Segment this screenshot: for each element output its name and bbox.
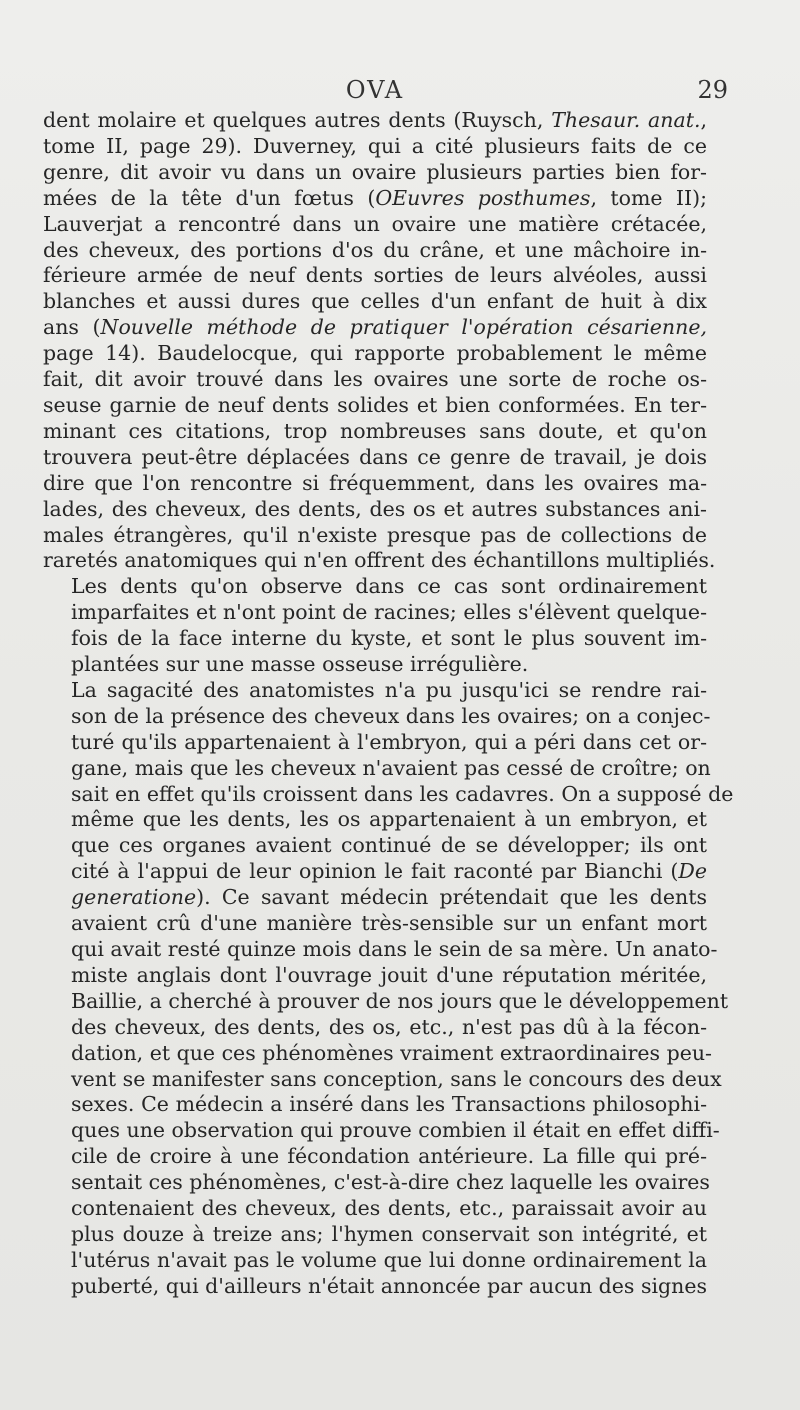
text-line <box>43 833 707 859</box>
text-line <box>43 574 707 600</box>
text-segment: , <box>700 108 707 132</box>
text-line <box>43 523 707 549</box>
text-segment: imparfaites et n'ont point de racines; elles s'élèvent quelque- <box>71 600 707 625</box>
text-line <box>43 1222 707 1248</box>
text-segment: contenaient des cheveux, des dents, etc., paraissait avoir au <box>71 1196 707 1221</box>
text-segment: La sagacité des anatomistes n'a pu jusqu'ici se rendre rai- <box>71 677 707 702</box>
text-segment: mées de la tête d'un fœtus ( <box>43 185 376 210</box>
text-segment: seuse garnie de neuf dents solides et bien conformées. En ter- <box>43 392 707 417</box>
text-line <box>43 367 707 393</box>
text-segment: gane, mais que les cheveux n'avaient pas cessé de croître; on <box>71 755 711 780</box>
text-segment: l'utérus n'avait pas le volume que lui donne ordinairement la <box>71 1247 707 1272</box>
text-segment: sexes. Ce médecin a inséré dans les Transactions philosophi- <box>71 1092 707 1117</box>
paragraph <box>43 677 734 1300</box>
text-segment: ). Ce savant médecin prétendait que les dents <box>196 885 707 910</box>
text-line <box>43 1144 707 1170</box>
text-segment: miste anglais dont l'ouvrage jouit d'une réputation méritée, <box>71 962 707 987</box>
text-segment: qui avait resté quinze mois dans le sein de sa mère. Un anato- <box>71 937 718 961</box>
text-segment: , tome II); <box>590 185 707 210</box>
text-line <box>43 963 707 989</box>
text-line <box>43 600 707 626</box>
text-line <box>43 859 707 885</box>
italic-text: Nouvelle méthode de pratiquer l'opération césarienne, <box>100 315 707 340</box>
text-segment: fait, dit avoir trouvé dans les ovaires une sorte de roche os- <box>43 367 707 392</box>
text-line <box>43 1092 707 1118</box>
text-line <box>43 703 711 730</box>
text-segment: dation, et que ces phénomènes vraiment extraordinaires peu- <box>71 1040 712 1065</box>
text-segment: lades, des cheveux, des dents, des os et autres substances ani- <box>43 496 707 521</box>
italic-text: OEuvres posthumes <box>375 185 591 210</box>
text-line <box>43 497 707 523</box>
text-segment: plus douze à treize ans; l'hymen conservait son intégrité, et <box>71 1221 707 1246</box>
text-line <box>43 781 734 808</box>
text-segment: que ces organes avaient continué de se développer; ils ont <box>71 833 707 858</box>
text-line <box>43 289 707 315</box>
text-segment: Lauverjat a rencontré dans un ovaire une matière crétacée, <box>43 211 707 236</box>
text-line <box>43 652 707 678</box>
text-line <box>43 911 707 937</box>
text-segment: tome II, page 29). Duverney, qui a cité plusieurs faits de ce <box>43 133 707 158</box>
text-segment: page 14). Baudelocque, qui rapporte probablement le même <box>43 341 707 366</box>
text-line <box>43 1196 707 1222</box>
text-line <box>43 1274 707 1300</box>
text-segment: males étrangères, qu'il n'existe presque pas de collections de <box>43 522 707 547</box>
text-line <box>43 263 707 289</box>
text-line <box>43 134 707 160</box>
text-segment: férieure armée de neuf dents sorties de leurs alvéoles, aussi <box>43 263 707 288</box>
text-line <box>43 1248 707 1274</box>
italic-text: generatione <box>71 885 197 910</box>
text-segment: cité à l'appui de leur opinion le fait raconté par Bianchi ( <box>71 859 679 884</box>
text-segment: des cheveux, des dents, des os, etc., n'est pas dû à la fécon- <box>71 1014 707 1039</box>
body-text <box>43 108 734 1300</box>
text-segment: sentait ces phénomènes, c'est-à-dire chez laquelle les ovaires <box>71 1170 710 1195</box>
text-segment: Baillie, a cherché à prouver de nos jours que le développement <box>71 988 729 1013</box>
text-line <box>43 548 716 574</box>
text-line <box>43 238 707 264</box>
text-segment: sait en effet qu'ils croissent dans les cadavres. On a supposé de <box>71 781 734 806</box>
text-segment: vent se manifester sans conception, sans le concours des deux <box>71 1066 722 1091</box>
text-segment: blanches et aussi dures que celles d'un enfant de huit à dix <box>43 289 707 314</box>
text-segment: dire que l'on rencontre si fréquemment, dans les ovaires ma- <box>43 470 707 495</box>
text-line <box>43 445 707 471</box>
paragraph <box>43 574 707 678</box>
text-segment: fois de la face interne du kyste, et sont le plus souvent im- <box>71 626 707 651</box>
text-segment: puberté, qui d'ailleurs n'était annoncée par aucun des signes <box>71 1273 708 1298</box>
text-line <box>43 885 707 911</box>
text-line <box>43 755 711 782</box>
text-line <box>43 393 707 419</box>
text-line <box>43 807 707 833</box>
text-line <box>43 1066 722 1093</box>
text-segment: même que les dents, les os appartenaient à un embryon, et <box>71 807 707 832</box>
text-segment: Les dents qu'on observe dans ce cas sont ordinairement <box>71 574 707 599</box>
text-segment: des cheveux, des portions d'os du crâne, et une mâchoire in- <box>43 237 707 262</box>
text-line <box>43 1040 712 1067</box>
text-segment: turé qu'ils appartenaient à l'embryon, qui a péri dans cet or- <box>71 729 707 754</box>
running-head: OVA <box>345 76 405 104</box>
italic-text: De <box>678 859 707 884</box>
paragraph <box>43 108 716 574</box>
page-number: 29 <box>697 76 728 104</box>
text-line <box>43 471 707 497</box>
text-line <box>43 1015 707 1041</box>
text-line <box>43 988 729 1015</box>
text-line <box>43 160 707 186</box>
text-segment: dent molaire et quelques autres dents (Ruysch, <box>43 108 552 132</box>
text-segment: trouvera peut-être déplacées dans ce genre de travail, je dois <box>43 444 707 469</box>
text-line <box>43 730 707 756</box>
text-line <box>43 315 707 341</box>
text-line <box>43 186 707 212</box>
text-segment: avaient crû d'une manière très-sensible sur un enfant mort <box>71 911 707 936</box>
text-line <box>43 341 707 367</box>
text-segment: genre, dit avoir vu dans un ovaire plusieurs parties bien for- <box>43 159 707 184</box>
text-line <box>43 212 707 238</box>
text-line <box>43 108 707 134</box>
text-segment: ans ( <box>43 315 101 340</box>
text-line <box>43 626 707 652</box>
text-line <box>43 1170 710 1196</box>
text-segment: plantées sur une masse osseuse irrégulière. <box>71 652 529 677</box>
text-segment: minant ces citations, trop nombreuses sans doute, et qu'on <box>43 418 707 443</box>
italic-text: Thesaur. anat. <box>551 108 701 132</box>
text-line <box>43 419 707 445</box>
text-segment: raretés anatomiques qui n'en offrent des échantillons multipliés. <box>43 548 716 573</box>
text-segment: ques une observation qui prouve combien il était en effet diffi- <box>71 1118 720 1143</box>
text-segment: son de la présence des cheveux dans les ovaires; on a conjec- <box>71 703 711 728</box>
text-line <box>43 937 718 963</box>
page-header <box>40 76 728 110</box>
text-segment: cile de croire à une fécondation antérieure. La fille qui pré- <box>71 1144 707 1169</box>
text-line <box>43 678 707 704</box>
text-line <box>43 1118 720 1144</box>
